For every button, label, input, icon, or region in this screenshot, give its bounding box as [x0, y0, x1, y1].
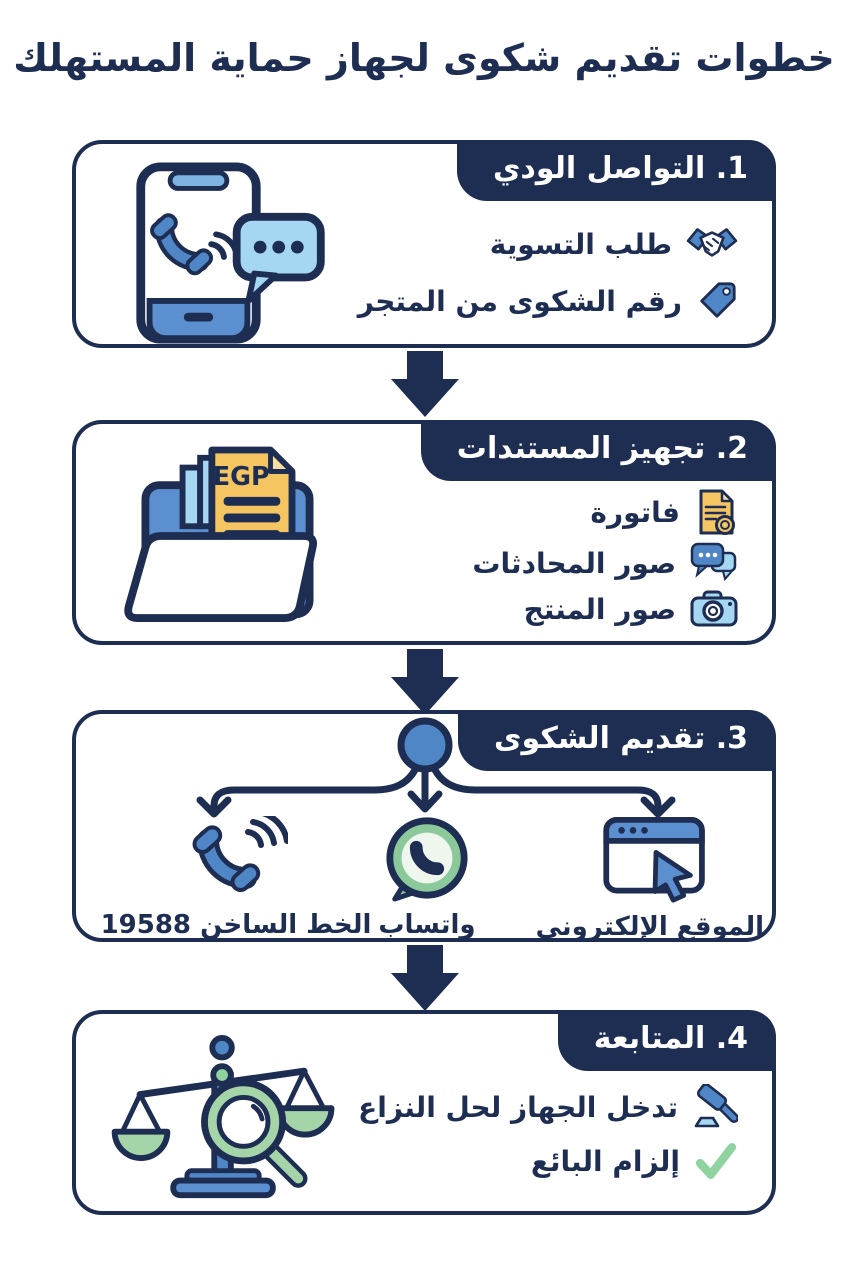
channel-whatsapp: [334, 814, 520, 940]
step-1-header: 1. التواصل الودي: [457, 140, 776, 201]
step-box-2: [72, 420, 776, 645]
list-item: [358, 280, 738, 322]
step-box-3: [72, 710, 776, 942]
list-item: [472, 590, 738, 628]
gavel-icon: [692, 1084, 738, 1130]
phone-chat-icon: [112, 162, 330, 344]
checkmark-icon: [694, 1142, 738, 1180]
step-2-items: [472, 488, 738, 628]
step-4-items: [358, 1084, 738, 1180]
document-egp-label: EGP: [212, 461, 270, 492]
whatsapp-icon: [383, 814, 471, 902]
handshake-icon: [686, 224, 738, 264]
tag-icon: [696, 280, 738, 322]
item-label: تدخل الجهاز لحل النزاع: [358, 1090, 678, 1124]
flow-arrow-down: [391, 945, 459, 1011]
list-item: [472, 542, 738, 584]
list-item: [358, 1142, 738, 1180]
step-2-header: 2. تجهيز المستندات: [421, 420, 776, 481]
step-box-1: [72, 140, 776, 348]
justice-scales-icon: [110, 1034, 340, 1202]
list-item: [358, 224, 738, 264]
chat-screenshots-icon: [690, 542, 738, 584]
channel-label: الخط الساخن 19588: [100, 910, 372, 940]
item-label: صور المنتج: [523, 592, 676, 626]
item-label: إلزام البائع: [530, 1144, 680, 1178]
item-label: صور المحادثات: [472, 546, 676, 580]
page-title: خطوات تقديم شكوى لجهاز حماية المستهلك: [13, 36, 835, 80]
flow-arrow-down: [391, 649, 459, 715]
item-label: فاتورة: [590, 495, 680, 529]
channel-label: الموقع الإلكتروني: [535, 912, 764, 942]
hotline-phone-icon: [184, 816, 288, 902]
step-3-header: 3. تقديم الشكوى: [458, 710, 776, 771]
list-item: [358, 1084, 738, 1130]
list-item: [472, 488, 738, 536]
invoice-icon: [694, 488, 738, 536]
folder-documents-icon: [120, 440, 335, 632]
step-box-4: [72, 1010, 776, 1215]
camera-icon: [690, 590, 738, 628]
website-icon: [600, 816, 712, 904]
step-1-items: [358, 224, 738, 322]
item-label: طلب التسوية: [489, 227, 672, 261]
channel-label: واتساب: [378, 910, 476, 940]
flow-arrow-down: [391, 351, 459, 417]
step-4-header: 4. المتابعة: [558, 1010, 776, 1071]
item-label: رقم الشكوى من المتجر: [357, 284, 682, 318]
channel-website: [535, 816, 764, 942]
